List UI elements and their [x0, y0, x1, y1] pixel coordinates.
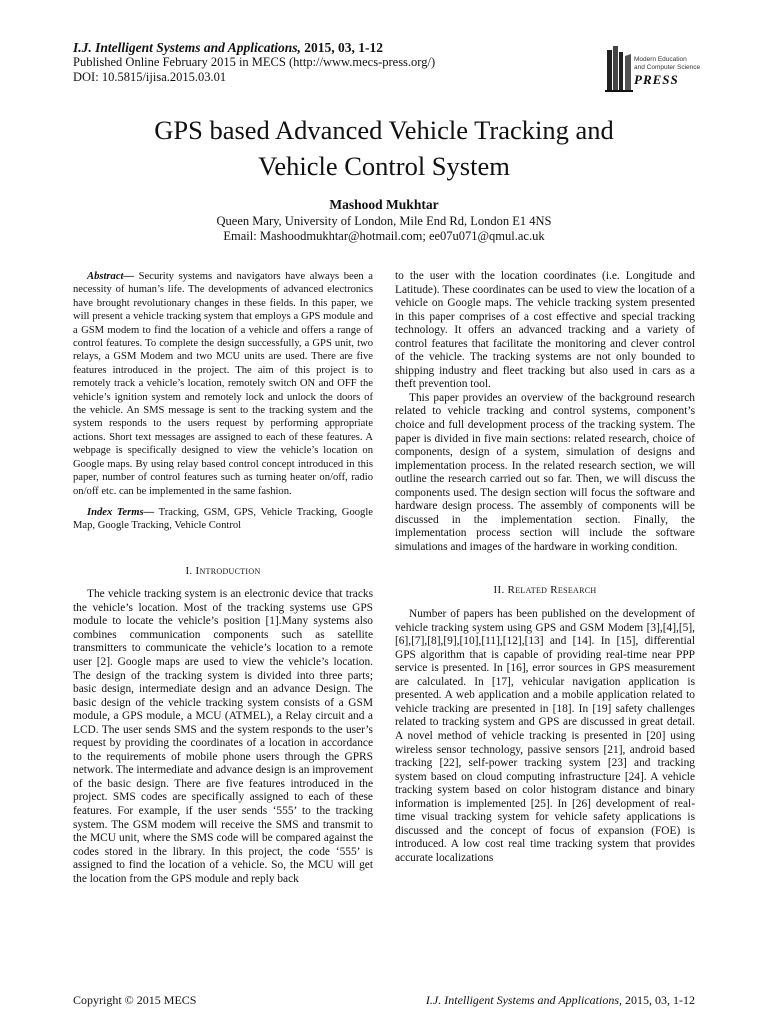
introduction-paragraph: The vehicle tracking system is an electronic device that tracks the vehicle’s location. Most of the tracking systems use GPS module to locate the vehicle’s position [1].Many systems also combines communication components such as satellite transmitters to communicate the vehicle’s location to a remote user [2]. Google maps are used to view the vehicle’s location. The design of the tracking system is divided into three parts; basic design, intermediate design and an advance Design. The basic design of the vehicle tracking system consists of a GSM module, a GPS module, a MCU (ATMEL), a Relay circuit and a LCD. The user sends SMS and the system responds to the user’s request by providing the coordinates of a location in accordance to the requirements of mobile phone users through the GPRS network. The intermediate and advance design is an improvement of the basic design. There are five features introduced in the project. SMS codes are specifically assigned to each of these features. For example, if the user sends ‘555’ to the tracking system. The GSM modem will receive the SMS and transmit to the MCU unit, where the SMS code will be compared against the codes stored in the library. In this project, the code ‘555’ is assigned to find the location of a vehicle. So, the MCU will get the location from the GPS module and reply back [73, 588, 373, 885]
index-terms-label: Index Terms— [87, 506, 155, 518]
logo-line-1: Modern Education [634, 56, 687, 63]
footer-copyright: Copyright © 2015 MECS [73, 993, 197, 1007]
introduction-paragraph-2: This paper provides an overview of the background research related to vehicle tracking and control systems, component’s choice and full development process of the tracking system. The paper is divided in five main sections: related research, choice of components, design of a system, simulation of designs and implementation process. In the related research section, we will outline the research carried out so far. Then, we will discuss the components used. The design section will focus the software and hardware design process. The assembly of components will be discussed in the implementation section. Finally, the implementation process section will include the software simulations and images of the hardware in working condition. [395, 391, 695, 553]
author-name: Mashood Mukhtar [329, 197, 439, 212]
author-details [60, 214, 708, 244]
paper-title [60, 112, 708, 184]
logo-press: PRESS [634, 72, 679, 87]
journal-issue: 2015, 03, 1-12 [304, 40, 384, 55]
introduction-continued: to the user with the location coordinates (i.e. Longitude and Latitude). These coordinates can be used to view the location of a vehicle on Google maps. The vehicle tracking system presented in this paper comprises of a cost effective and special tracking technology. It offers an advanced tracking and a variety of control features that facilitate the monitoring and clever control of the vehicle. The tracking systems are not only bounded to shipping industry and fleet tracking but also used in cars as a theft prevention tool. [395, 270, 695, 391]
right-column [395, 270, 695, 865]
title-line-2: Vehicle Control System [258, 151, 510, 181]
footer-issue: 2015, 03, 1-12 [625, 993, 695, 1007]
publisher-logo [604, 42, 714, 98]
journal-title: I.J. Intelligent Systems and Applications, [73, 40, 301, 55]
journal-header [73, 40, 593, 85]
section-heading-related-research: II. Related Research [493, 584, 597, 597]
index-terms [73, 506, 373, 533]
affiliation: Queen Mary, University of London, Mile End Rd, London E1 4NS [216, 214, 552, 228]
index-terms-text: Tracking, GSM, GPS, Vehicle Tracking, Google Map, Google Tracking, Vehicle Control [73, 506, 373, 532]
section-heading-introduction: I. Introduction [185, 564, 261, 577]
abstract-label: Abstract— [87, 271, 135, 282]
abstract-text: Security systems and navigators have always been a necessity of human’s life. The developments of advanced electronics have brought revolutionary changes in these fields. In this paper, we will present a vehicle tracking system that employs a GPS module and a GSM modem to find the location of a vehicle and offers a range of control features. To complete the design successfully, a GPS unit, two relays, a GSM Modem and two MCU units are used. There are five features introduced in the project. The aim of this project is to remotely track a vehicle’s location, remotely switch ON and OFF the vehicle’s ignition system and remotely lock and unlock the doors of the vehicle. An SMS message is sent to the tracking system and the system responds to the users request by performing appropriate actions. Short text messages are assigned to each of these features. A webpage is specifically designed to view the vehicle’s location on Google maps. By using relay based control concept introduced in this paper, number of control features such as turning heater on/off, radio on/off etc. can be implemented in the same fashion. [73, 271, 373, 497]
journal-name [73, 40, 593, 55]
footer-journal-name: I.J. Intelligent Systems and Applications, [425, 993, 622, 1007]
book-stack-icon [604, 42, 634, 94]
title-line-1: GPS based Advanced Vehicle Tracking and [154, 115, 614, 145]
footer-journal [400, 993, 695, 1008]
left-column [73, 270, 373, 886]
abstract [73, 270, 373, 498]
email: Email: Mashoodmukhtar@hotmail.com; ee07u071@qmul.ac.uk [223, 229, 545, 243]
logo-line-2: and Computer Science [634, 63, 701, 71]
publication-info: Published Online February 2015 in MECS (http://www.mecs-press.org/) [73, 55, 436, 69]
logo-text [634, 56, 716, 71]
doi: DOI: 10.5815/ijisa.2015.03.01 [73, 70, 227, 84]
related-research-paragraph: Number of papers has been published on the development of vehicle tracking system using GPS and GSM Modem [3],[4],[5],[6],[7],[8],[9],[10],[11],[12],[13] and [14]. In [15], differential GPS algorithm that is capable of providing real-time near PPP service is presented. In [16], error sources in GPS measurement are calculated. In [17], vehicular navigation application is presented. A web application and a mobile application related to vehicle tracking are presented in [18]. In [19] safety challenges related to tracking system and GPS are discussed in great detail. A novel method of vehicle tracking is presented in [20] using wireless sensor technology, passive sensors [21], android based tracking [22], self-power tracking system [23] and tracking system based on cloud computing infrastructure [24]. A vehicle tracking system based on color histogram distance and binary information is implemented [25]. In [26] development of real-time visual tracking system for vehicle safety applications is discussed and the concept of focus of expansion (FOE) is introduced. A low cost real time tracking system that provides accurate localizations [395, 608, 695, 864]
